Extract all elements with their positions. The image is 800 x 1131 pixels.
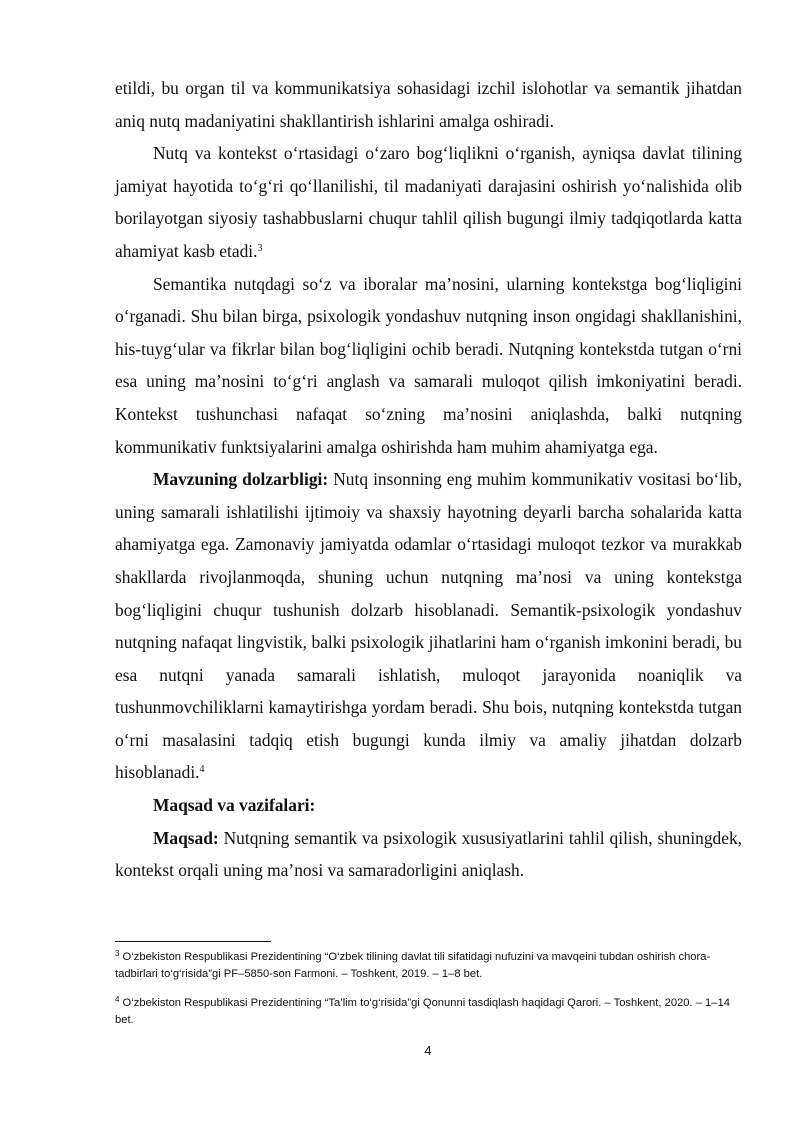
goal-label: Maqsad: — [153, 827, 219, 848]
goals-heading: Maqsad va vazifalari: — [153, 795, 316, 816]
footnote-ref-3[interactable]: 3 — [257, 242, 263, 254]
footnote-3: $^3$ O‘zbekiston Respublikasi Prezidentining “O‘zbek tilining davlat tili sifatidagi nufuzini va mavqeini tubdan oshirish chora-tadbirlari to‘g‘risida”gi PF–5850-son Farmoni. – Toshkent, 2019. – 1–8 bet. — [115, 949, 711, 980]
footnote-4: $^4$ O‘zbekiston Respublikasi Prezidentining “Ta’lim to‘g‘risida”gi Qonunni tasdiqlash haqidagi Qarori. – Toshkent, 2020. – 1–14 bet. — [115, 995, 730, 1026]
footnote-separator — [115, 941, 271, 942]
paragraph-context-relation: Nutq va kontekst o‘rtasidagi o‘zaro bog‘liqlikni o‘rganish, ayniqsa davlat tilining jamiyat hayotida to‘g‘ri qo‘llanilishi, til madaniyati darajasini oshirish yo‘nalishida olib borilayotgan siyosiy tashabbuslarni chuqur tahlil qilish bugungi ilmiy tadqiqotlarda katta ahamiyat kasb etadi.$^3$ — [115, 143, 742, 261]
page-number: 4 — [424, 1043, 432, 1058]
footnote-ref-4[interactable]: 4 — [199, 764, 205, 776]
paragraph-goal: Maqsad: Nutqning semantik va psixologik xususiyatlarini tahlil qilish, shuningdek, kontekst orqali uning ma’nosi va samaradorligini aniqlash. — [115, 827, 742, 881]
relevance-label: Mavzuning dolzarbligi: — [153, 469, 329, 490]
page-body — [115, 72, 742, 887]
paragraph-relevance: Mavzuning dolzarbligi: Nutq insonning eng muhim kommunikativ vositasi bo‘lib, uning samarali ishlatilishi ijtimoiy va shaxsiy hayotning deyarli barcha sohalarida katta ahamiyatga ega. Zamonaviy jamiyatda odamlar o‘rtasidagi muloqot tezkor va murakkab shakllarda rivojlanmoqda, shuning uchun nutqning ma’nosi va uning kontekstga bog‘liqligini chuqur tushunish dolzarb hisoblanadi. Semantik-psixologik yondashuv nutqning nafaqat lingvistik, balki psixologik jihatlarini ham o‘rganish imkonini beradi, bu esa nutqni yanada samarali ishlatish, muloqot jarayonida noaniqlik va tushunmovchiliklarni kamaytirishga yordam beradi. Shu bois, nutqning kontekstda tutgan o‘rni masalasini tadqiq etish bugungi kunda ilmiy va amaliy jihatdan dolzarb hisoblanadi.$^4$ — [115, 469, 742, 783]
paragraph-continuation: etildi, bu organ til va kommunikatsiya sohasidagi izchil islohotlar va semantik jihatdan aniq nutq madaniyatini shakllantirish ishlarini amalga oshiradi. — [115, 78, 742, 131]
paragraph-semantics: Semantika nutqdagi so‘z va iboralar ma’nosini, ularning kontekstga bog‘liqligini o‘rganadi. Shu bilan birga, psixologik yondashuv nutqning inson ongidagi shakllanishini, his-tuyg‘ular va fikrlar bilan bog‘liqligini ochib beradi. Nutqning kontekstda tutgan o‘rni esa uning ma’nosini to‘g‘ri anglash va samarali muloqot qilish imkoniyatini beradi. Kontekst tushunchasi nafaqat so‘zning ma’nosini aniqlashda, balki nutqning kommunikativ funktsiyalarini amalga oshirishda ham muhim ahamiyatga ega. — [115, 273, 742, 457]
